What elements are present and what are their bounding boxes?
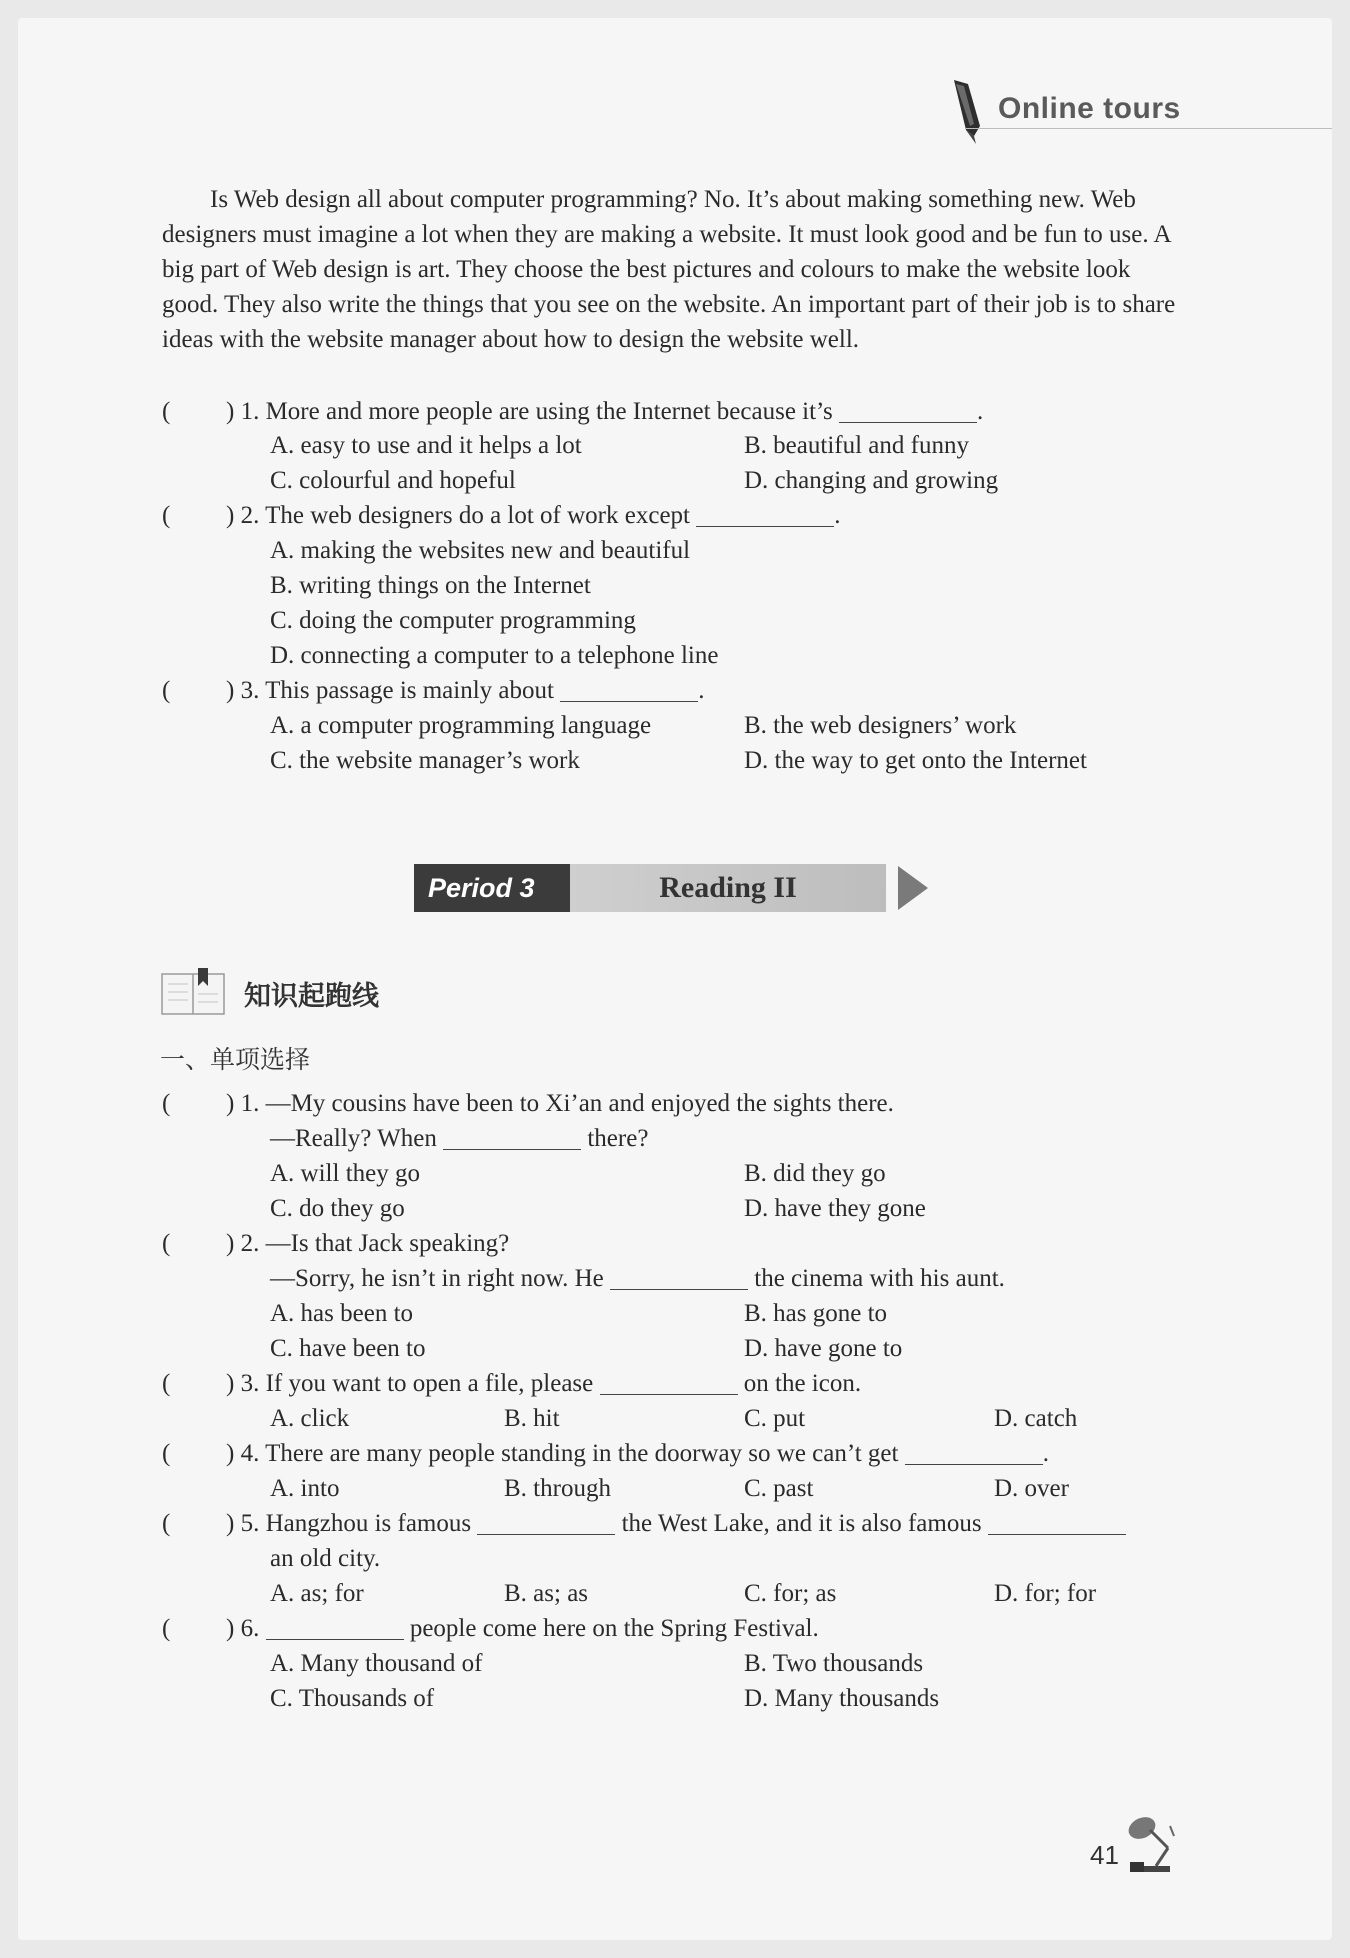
question-text: ) 1. —My cousins have been to Xi’an and enjoyed the sights there. — [226, 1090, 894, 1117]
question-line — [270, 1121, 648, 1156]
option: B. the web designers’ work — [744, 712, 1017, 739]
option: C. Thousands of — [270, 1685, 435, 1712]
question-text: the cinema with his aunt. — [754, 1265, 1005, 1292]
question-text: ) 3. This passage is mainly about — [226, 677, 554, 704]
option: B. writing things on the Internet — [270, 572, 591, 599]
question-text: on the icon. — [743, 1370, 862, 1397]
answer-paren: ( — [162, 1230, 171, 1257]
answer-paren: ( — [162, 1440, 171, 1467]
question-2 — [226, 498, 841, 533]
question-text: an old city. — [270, 1545, 381, 1572]
answer-blank[interactable] — [477, 1508, 615, 1535]
question-1 — [226, 394, 983, 429]
option: A. easy to use and it helps a lot — [270, 432, 582, 459]
option: A. into — [270, 1475, 340, 1502]
option: A. making the websites new and beautiful — [270, 537, 691, 564]
option: A. as; for — [270, 1580, 364, 1607]
option: B. Two thousands — [744, 1650, 924, 1677]
pen-icon — [946, 76, 990, 146]
answer-paren: ( — [162, 1370, 171, 1397]
question-text: ) 2. The web designers do a lot of work except — [226, 502, 690, 529]
section-title: 知识起跑线 — [244, 981, 379, 1012]
option: D. changing and growing — [744, 467, 999, 494]
answer-blank[interactable] — [988, 1508, 1126, 1535]
reading-passage — [162, 182, 1192, 357]
option: A. has been to — [270, 1300, 414, 1327]
question-tail: . — [1042, 1440, 1049, 1467]
option: B. hit — [504, 1405, 560, 1432]
option: A. click — [270, 1405, 350, 1432]
option: C. put — [744, 1405, 806, 1432]
question-tail: . — [976, 398, 984, 425]
question-line — [226, 1506, 1126, 1541]
answer-paren: ( — [162, 677, 171, 704]
desk-lamp-icon — [1126, 1812, 1184, 1876]
period-label: Period 3 — [414, 864, 570, 912]
question-text: ) 2. —Is that Jack speaking? — [226, 1230, 510, 1257]
option: D. Many thousands — [744, 1685, 940, 1712]
question-line — [270, 1261, 1005, 1296]
question-line — [226, 1611, 819, 1646]
option: D. catch — [994, 1405, 1078, 1432]
option: B. as; as — [504, 1580, 589, 1607]
question-text: there? — [587, 1125, 649, 1152]
arrow-right-icon — [898, 866, 928, 910]
question-text: —Really? When — [270, 1125, 437, 1152]
question-text: ) 6. — [226, 1615, 260, 1642]
answer-paren: ( — [162, 502, 171, 529]
answer-paren: ( — [162, 398, 171, 425]
option: A. Many thousand of — [270, 1650, 483, 1677]
option: B. has gone to — [744, 1300, 888, 1327]
answer-blank[interactable] — [600, 1368, 738, 1395]
question-text: people come here on the Spring Festival. — [409, 1615, 819, 1642]
option: D. connecting a computer to a telephone line — [270, 642, 719, 669]
option: C. do they go — [270, 1195, 405, 1222]
page-number: 41 — [1090, 1840, 1119, 1870]
option: B. did they go — [744, 1160, 886, 1187]
option: C. have been to — [270, 1335, 426, 1362]
option: D. have gone to — [744, 1335, 903, 1362]
option: C. colourful and hopeful — [270, 467, 516, 494]
answer-blank[interactable] — [266, 1613, 404, 1640]
answer-paren: ( — [162, 1615, 171, 1642]
option: A. a computer programming language — [270, 712, 652, 739]
question-tail: . — [698, 677, 705, 704]
answer-paren: ( — [162, 1510, 171, 1537]
option: C. doing the computer programming — [270, 607, 636, 634]
period-title: Reading II — [570, 864, 886, 912]
header-divider — [966, 128, 1332, 129]
question-line — [226, 1436, 1049, 1471]
answer-blank[interactable] — [696, 500, 834, 527]
section-subtitle: 一、单项选择 — [160, 1045, 311, 1074]
option: C. past — [744, 1475, 814, 1502]
question-text: the West Lake, and it is also famous — [621, 1510, 982, 1537]
question-tail: . — [834, 502, 841, 529]
answer-blank[interactable] — [839, 396, 977, 423]
option: D. have they gone — [744, 1195, 926, 1222]
option: D. over — [994, 1475, 1069, 1502]
passage-text: Is Web design all about computer programming? No. It’s about making something new. Web designers must imagine a lot when they are making a website. It must look good and be fun to use. A big part of Web design is art. They choose the best pictures and colours to make the website look good. They also write the things that you see on the website. An important part of their job is to share ideas with the website manager about how to design the website well. — [162, 186, 1176, 353]
question-text: ) 1. More and more people are using the Internet because it’s — [226, 398, 833, 425]
answer-blank[interactable] — [560, 675, 698, 702]
answer-blank[interactable] — [610, 1263, 748, 1290]
question-text: ) 3. If you want to open a file, please — [226, 1370, 594, 1397]
option: A. will they go — [270, 1160, 420, 1187]
question-line — [226, 1366, 861, 1401]
question-3 — [226, 673, 704, 708]
question-text: ) 4. There are many people standing in the doorway so we can’t get — [226, 1440, 899, 1467]
option: D. for; for — [994, 1580, 1097, 1607]
answer-paren: ( — [162, 1090, 171, 1117]
option: B. through — [504, 1475, 611, 1502]
option: C. for; as — [744, 1580, 837, 1607]
question-text: ) 5. Hangzhou is famous — [226, 1510, 472, 1537]
option: C. the website manager’s work — [270, 747, 580, 774]
book-icon — [160, 966, 228, 1018]
option: B. beautiful and funny — [744, 432, 969, 459]
answer-blank[interactable] — [443, 1123, 581, 1150]
answer-blank[interactable] — [905, 1438, 1043, 1465]
option: D. the way to get onto the Internet — [744, 747, 1087, 774]
question-text: —Sorry, he isn’t in right now. He — [270, 1265, 604, 1292]
header-title: Online tours — [998, 92, 1181, 125]
